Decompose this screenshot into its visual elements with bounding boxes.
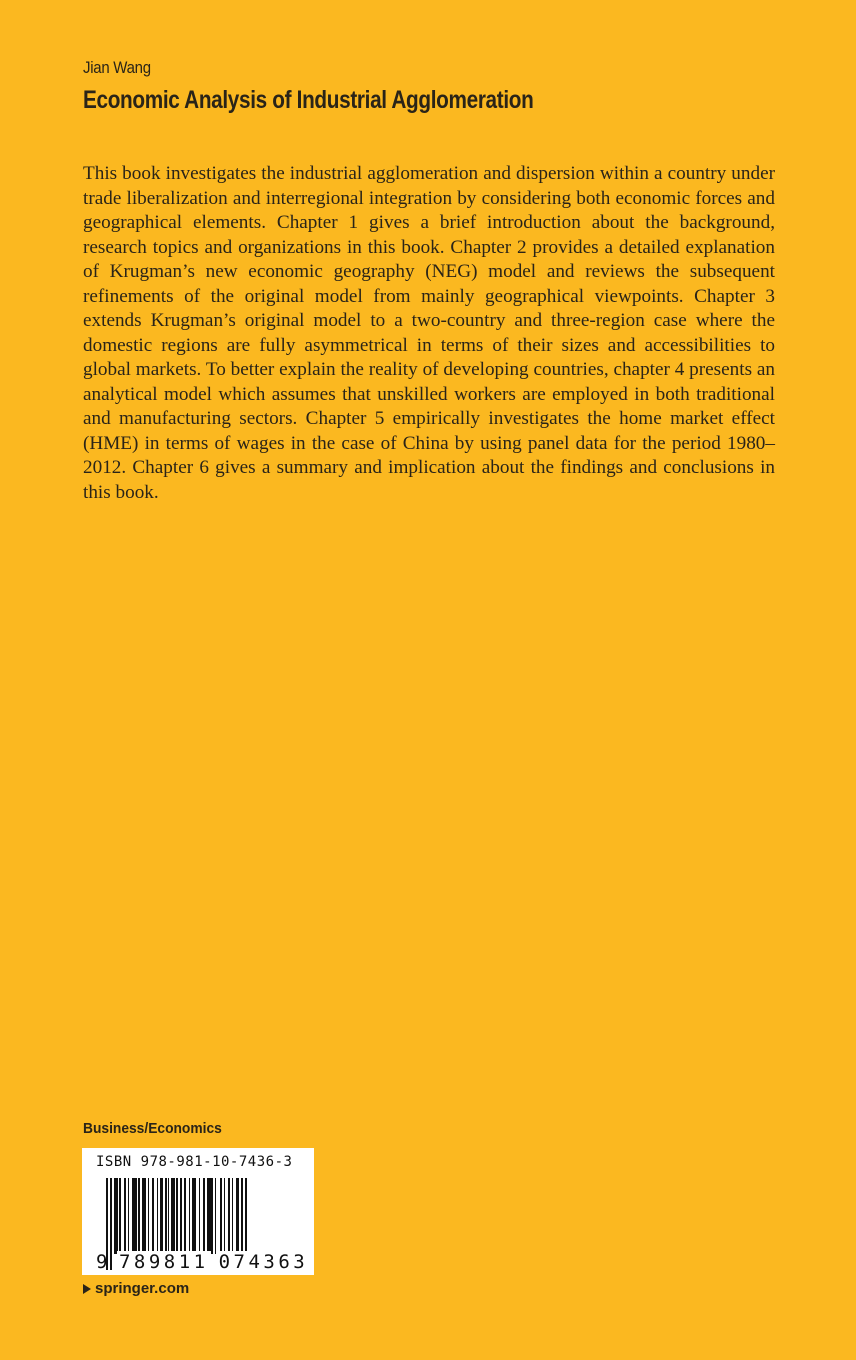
isbn-label: ISBN 978-981-10-7436-3 bbox=[96, 1154, 293, 1170]
subject-category: Business/Economics bbox=[83, 1120, 222, 1137]
publisher-link-label: springer.com bbox=[95, 1280, 190, 1297]
triangle-right-icon bbox=[83, 1284, 91, 1294]
book-description: This book investigates the industrial agglomeration and dispersion within a country under trade liberalization and interregional integration by considering both economic forces and geographical elements. Chapter 1 gives a brief introduction about the background, research topics and organizations in this book. Chapter 2 provides a detailed explanation of Krugman’s new economic geography (NEG) model and reviews the subsequent refinements of the original model from mainly geographical viewpoints. Chapter 3 extends Krugman’s original model to a two-country and three-region case where the domestic regions are fully asymmetrical in terms of their sizes and accessibilities to global markets. To better explain the reality of developing countries, chapter 4 presents an analytical model which assumes that unskilled workers are employed in both traditional and manufacturing sectors. Chapter 5 empirically investigates the home market effect (HME) in terms of wages in the case of China by using panel data for the period 1980–2012. Chapter 6 gives a summary and implication about the findings and conclusions in this book. bbox=[83, 163, 775, 503]
publisher-link[interactable] bbox=[83, 1280, 189, 1297]
author-name: Jian Wang bbox=[83, 58, 151, 77]
isbn-barcode bbox=[82, 1148, 314, 1275]
barcode-digits: 9 789811 074363 bbox=[96, 1251, 309, 1273]
book-title: Economic Analysis of Industrial Agglomeration bbox=[83, 86, 534, 114]
